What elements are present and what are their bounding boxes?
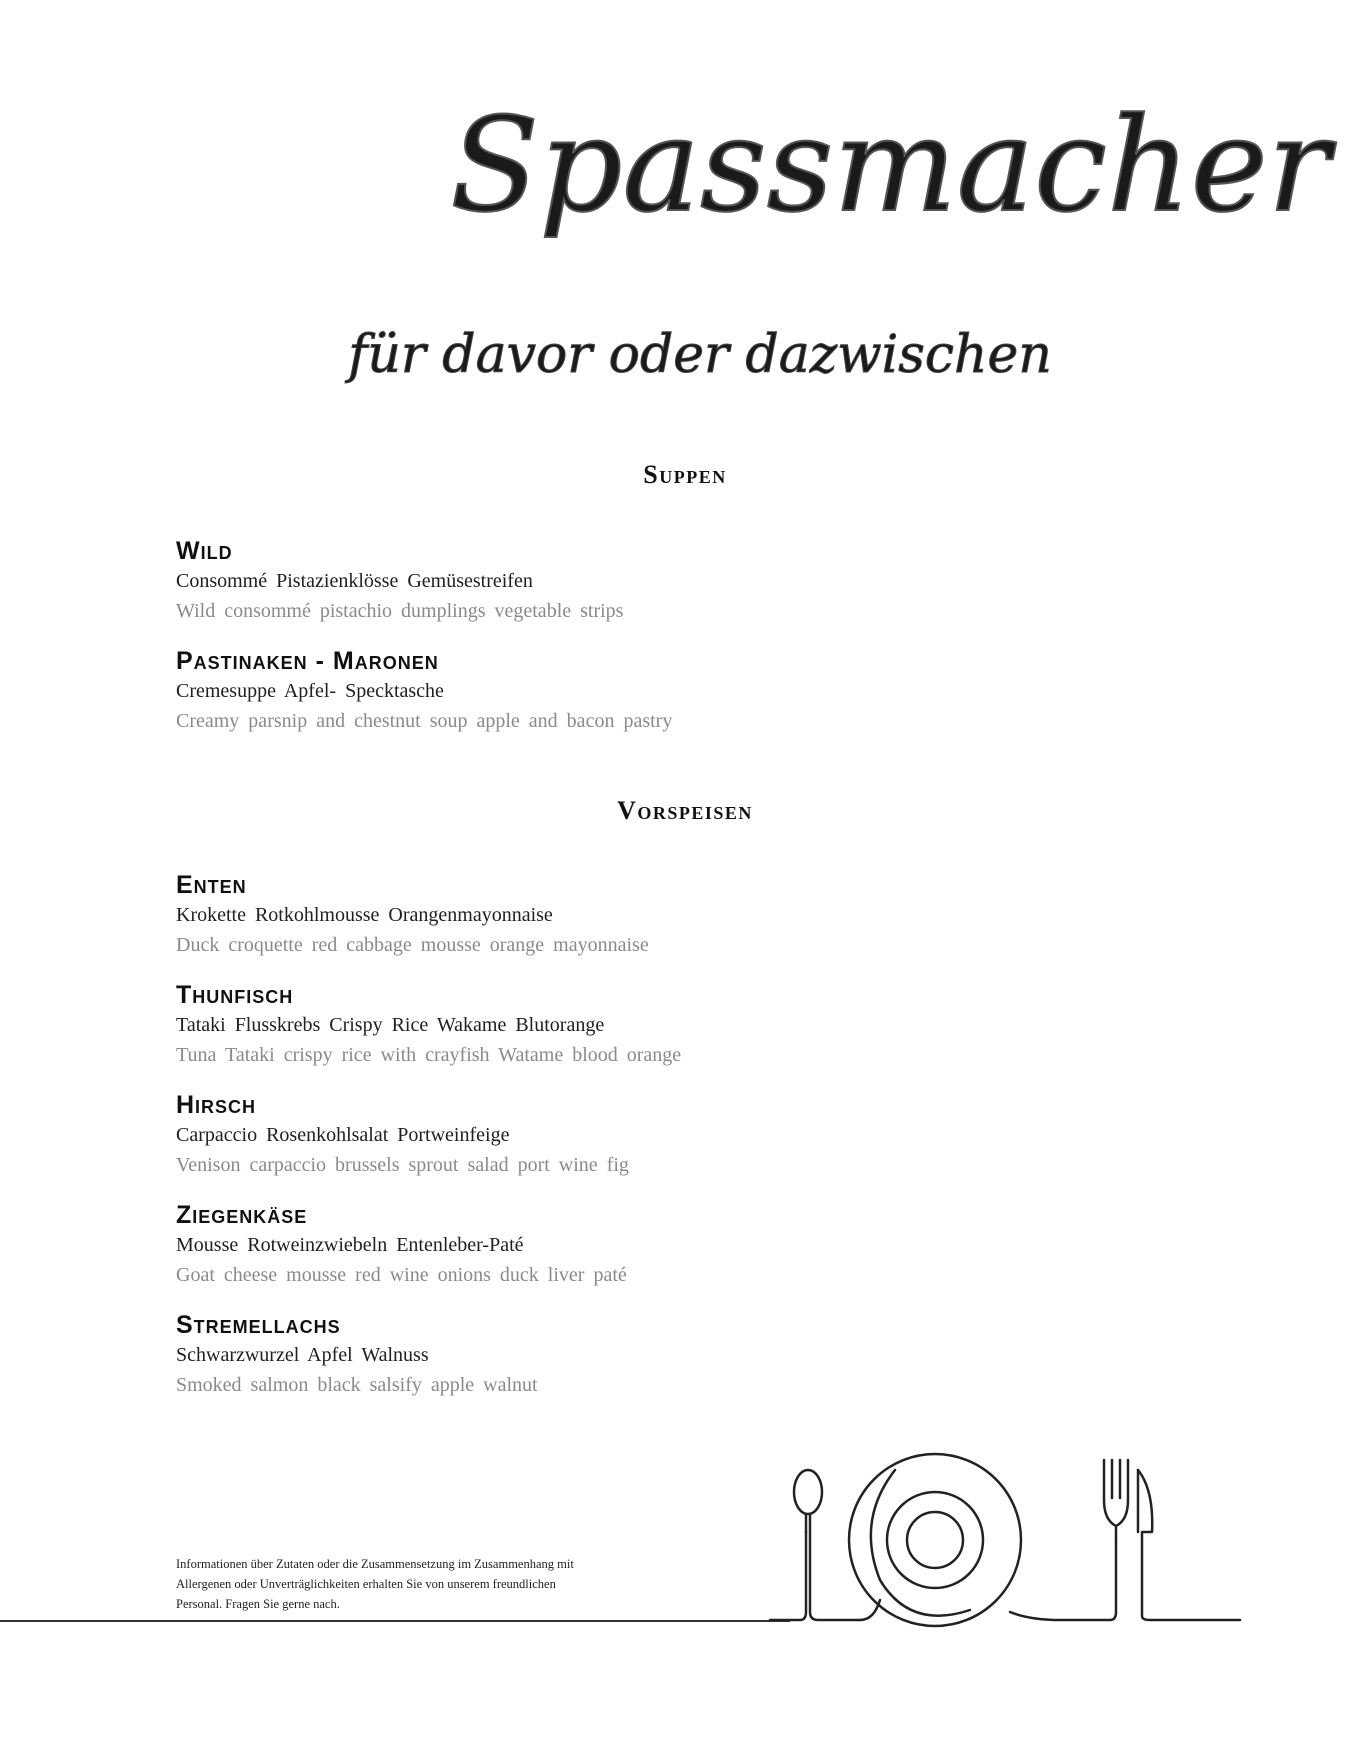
allergen-footnote <box>176 1554 696 1614</box>
item-name: Hirsch <box>176 1091 257 1119</box>
item-description-de: Consommé Pistazienklösse Gemüsestreifen <box>176 570 533 592</box>
menu-item <box>176 1090 1076 1200</box>
bottom-divider <box>0 1620 790 1622</box>
menu-subtitle <box>348 310 1052 420</box>
item-description-en: Tuna Tataki crispy rice with crayfish Watame blood orange <box>176 1044 682 1066</box>
item-name: Ziegenkäse <box>176 1201 308 1229</box>
item-description-en: Smoked salmon black salsify apple walnut <box>176 1374 538 1396</box>
menu-item <box>176 980 1076 1090</box>
item-description-en: Venison carpaccio brussels sprout salad port wine fig <box>176 1154 629 1176</box>
menu-item <box>176 870 1076 980</box>
item-description-de: Schwarzwurzel Apfel Walnuss <box>176 1344 429 1366</box>
footnote-line: Informationen über Zutaten oder die Zusammensetzung im Zusammenhang mit <box>176 1557 574 1571</box>
item-description-en: Goat cheese mousse red wine onions duck liver paté <box>176 1264 627 1286</box>
menu-item <box>176 536 1076 646</box>
item-name: Enten <box>176 871 247 899</box>
menu-item <box>176 1200 1076 1310</box>
menu-item <box>176 646 1076 756</box>
menu-title-text: Spassmacher <box>450 89 1330 241</box>
section-title-suppen: Suppen <box>643 460 727 489</box>
menu-item <box>176 1310 1076 1420</box>
section-vorspeisen-items <box>176 870 1076 1420</box>
footnote-line: Allergenen oder Unverträglichkeiten erhalten Sie von unserem freundlichen <box>176 1577 556 1591</box>
item-description-en: Duck croquette red cabbage mousse orange mayonnaise <box>176 934 649 956</box>
menu-title <box>450 89 1330 340</box>
section-suppen-items <box>176 536 1076 756</box>
item-description-de: Krokette Rotkohlmousse Orangenmayonnaise <box>176 904 553 926</box>
item-description-de: Tataki Flusskrebs Crispy Rice Wakame Blutorange <box>176 1014 605 1036</box>
item-name: Pastinaken - Maronen <box>176 647 439 675</box>
tableware-icon <box>770 1440 1240 1640</box>
section-title-vorspeisen: Vorspeisen <box>617 796 753 825</box>
item-description-de: Cremesuppe Apfel- Specktasche <box>176 680 444 702</box>
item-description-de: Carpaccio Rosenkohlsalat Portweinfeige <box>176 1124 510 1146</box>
item-description-de: Mousse Rotweinzwiebeln Entenleber-Paté <box>176 1234 524 1256</box>
item-description-en: Wild consommé pistachio dumplings vegetable strips <box>176 600 624 622</box>
item-description-en: Creamy parsnip and chestnut soup apple and bacon pastry <box>176 710 673 732</box>
item-name: Stremellachs <box>176 1311 341 1339</box>
item-name: Thunfisch <box>176 981 294 1009</box>
menu-subtitle-text: für davor oder dazwischen <box>348 325 1052 385</box>
item-name: Wild <box>176 537 233 565</box>
footnote-line: Personal. Fragen Sie gerne nach. <box>176 1597 340 1611</box>
